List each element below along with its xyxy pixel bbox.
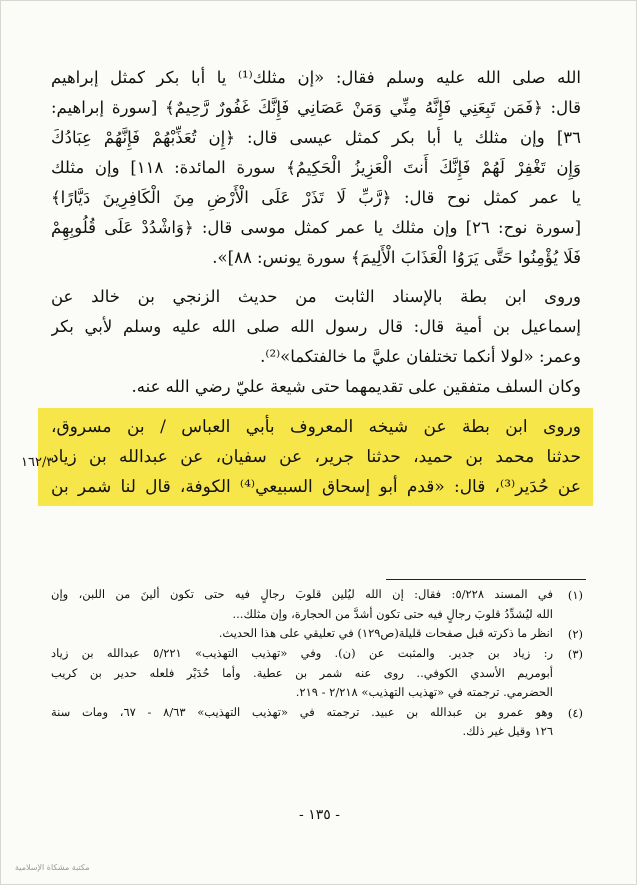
footnote-number: (٤) [567,705,583,720]
footnote-line: الله ليُشدِّدُ قلوبَ رجالٍ فيه حتى تكون أشدَّ من الحجارة، وإن مثلك... [232,606,553,621]
footnote-number: (٢) [567,627,583,641]
text-line: وعمر: «لولا أنكما تختلفان عليَّ ما خالفتكما»⁽²⁾. [260,347,581,366]
text-line: فَلَا يُؤْمِنُوا حَتَّى يَرَوُا الْعَذَابَ الْأَلِيمَ﴾ سورة يونس: ٨٨]». [212,248,581,267]
footnote [51,624,583,644]
text-line: [سورة نوح: ٢٦] وإن مثلك يا عمر كمثل موسى قال: ﴿وَاشْدُدْ عَلَى قُلُوبِهِمْ [51,218,581,237]
footnote [51,644,583,703]
text-line: يا عمر كمثل نوح قال: ﴿رَّبِّ لَا تَذَرْ عَلَى الْأَرْضِ مِنَ الْكَافِرِينَ دَيَّارًا﴾ [51,188,581,207]
footnote-line: الحضرمي. ترجمته في «تهذيب التهذيب» ٢/٢١٨ - ٢١٩. [295,685,553,699]
footnote-line: انظر ما ذكرته قبل صفحات قليلة(ص١٢٩) في تعليقي على هذا الحديث. [218,626,553,640]
footnote-line: ١٢٦ وقيل غير ذلك. [462,724,553,738]
highlight-line: عن حُدَير⁽³⁾، قال: «قدم أبو إسحاق السبيعي⁽⁴⁾ الكوفة، قال لنا شمر بن [51,477,581,497]
footnote-number: (٣) [567,647,583,661]
text-line: إسماعيل بن أمية قال: قال رسول الله صلى الله عليه وسلم لأبي بكر [51,317,581,336]
footnote [51,703,583,742]
footnote [51,585,583,624]
footnote-divider [386,579,586,580]
text-line: ٣٦] وإن مثلك يا أبا بكر كمثل عيسى قال: ﴿إِن تُعَذِّبْهُمْ فَإِنَّهُمْ عِبَادُكَ [51,128,581,147]
footnotes [51,585,583,742]
text-line: قال: ﴿فَمَن تَبِعَنِي فَإِنَّهُ مِنِّي وَمَنْ عَصَانِي فَإِنَّكَ غَفُورٌ رَّحِيمٌ﴾ [سورة إبراهيم: [51,98,581,117]
highlight-line: وروى ابن بطة عن شيخه المعروف بأبي العباس / بن مسروق، [51,417,581,437]
page-number: - ١٣٥ - [299,807,340,823]
margin-reference: ١٦٢/٣ [21,455,54,470]
text-line: وَإِن تَغْفِرْ لَهُمْ فَإِنَّكَ أَنتَ الْعَزِيزُ الْحَكِيمُ﴾ سورة المائدة: ١١٨] وإن مثلك [51,158,581,177]
highlighted-passage [38,408,593,506]
footnote-line: أبومريم الأسدي الكوفي.. روى عنه شمر بن عطية. وأما حُدَيْر فلعله حدير بن كريب [51,665,553,680]
text-line: الله صلى الله عليه وسلم فقال: «إن مثلك⁽¹⁾ يا أبا بكر كمثل إبراهيم [51,68,581,87]
footnote-line: وهو عمرو بن عبدالله بن عبيد. ترجمته في «تهذيب التهذيب» ٨/٦٣ - ٦٧، ومات سنة [51,704,553,719]
footnote-line: ر: زياد بن جدير. والمثبت عن (ن). وفي «تهذيب التهذيب» ٥/٢٢١ عبدالله بن زياد [51,646,553,660]
highlight-line: حدثنا محمد بن حميد، حدثنا جرير، عن سفيان، عن عبدالله بن زياد [51,447,581,467]
text-line: وكان السلف متفقين على تقديمهما حتى شيعة عليّ رضي الله عنه. [131,377,581,396]
footnote-number: (١) [567,588,583,602]
text-line: وروى ابن بطة بالإسناد الثابت من حديث الزنجي بن خالد عن [51,287,581,306]
watermark: مكتبة مشكاة الإسلامية [15,863,90,872]
main-text [51,63,581,506]
footnote-line: في المسند ٥/٢٢٨: فقال: إن الله ليُلين قلوبَ رجالٍ فيه حتى تكون ألينَ من اللبن، وإن [51,587,553,601]
